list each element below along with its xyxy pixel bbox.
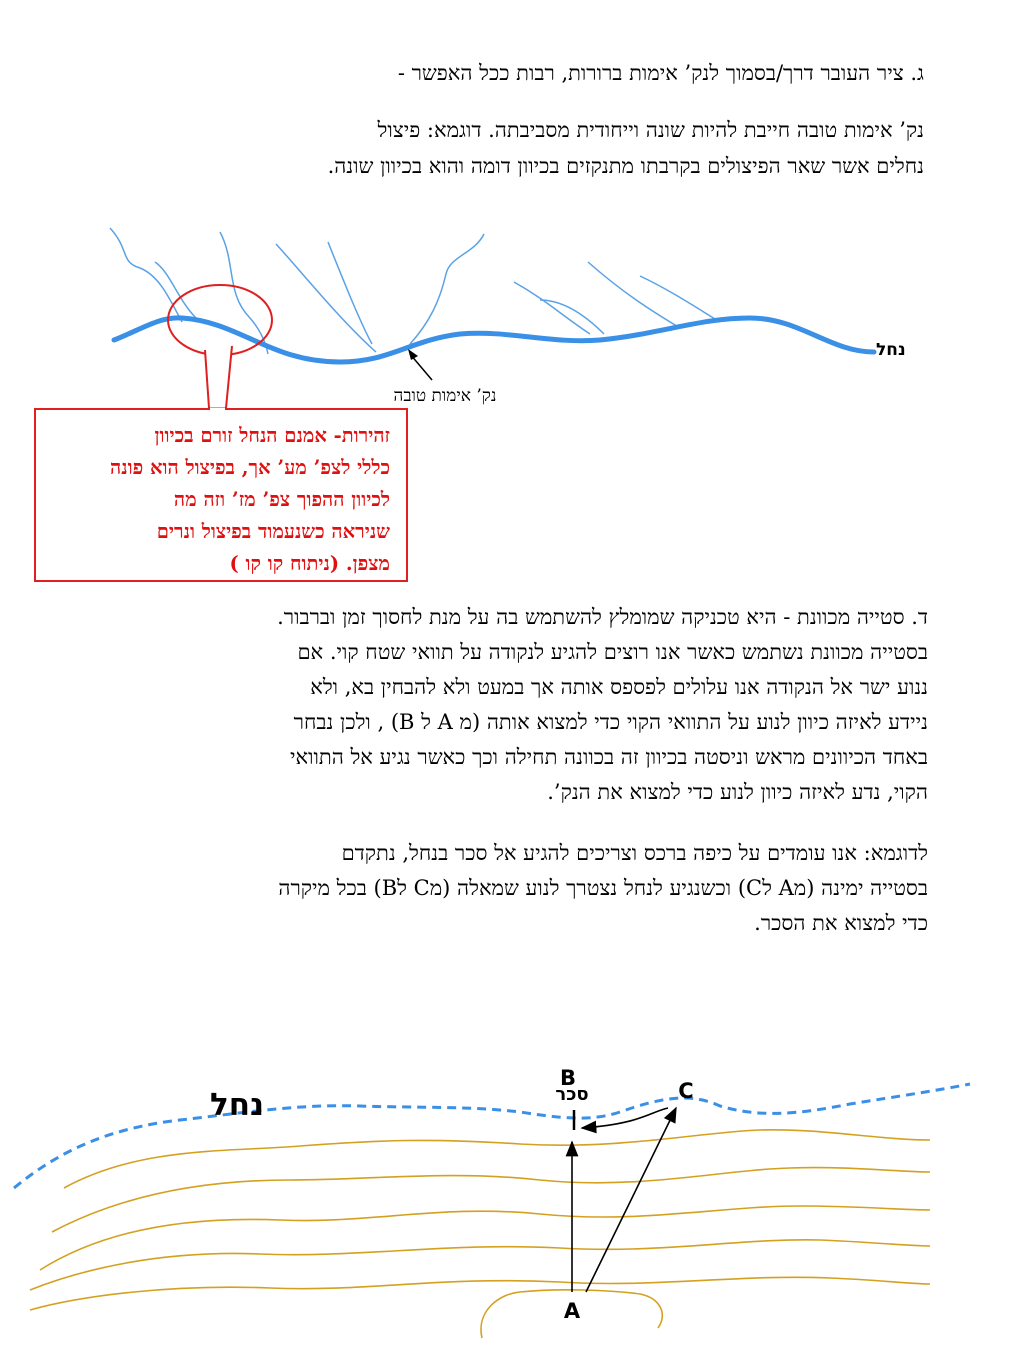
point-b-label: B — [559, 1066, 577, 1090]
point-a-label: A — [563, 1299, 581, 1323]
contour-line-4 — [30, 1240, 930, 1290]
callout-line-5: מצפן. (ניתוח קו קו ) — [229, 552, 390, 575]
contour-line-1 — [64, 1130, 930, 1188]
section-d-line-5: באחד הכיוונים מראש וניסטה בכיוון זה בכוונה תחילה וכך כאשר נגיע אל התוואי — [290, 745, 928, 769]
contour-lines — [30, 1130, 930, 1338]
contour-line-3 — [40, 1206, 930, 1270]
callout-line-1: זהירות- אמנם הנחל זורם בכיוון — [154, 424, 390, 447]
dashed-river — [14, 1084, 970, 1188]
return-path-arrow — [582, 1108, 668, 1128]
section-d-line-2: בסטייה מכוונת נשתמש כאשר אנו רוצים להגיע לנקודה על תוואי שטח קוי. אם — [297, 640, 928, 664]
river-label-1: נחל — [876, 340, 906, 360]
dam-label: סכר — [555, 1084, 589, 1105]
section-d-line-4: ניידע לאיזה כיוון לנוע על התוואי הקוי כדי למצוא אותה (מ A ל B) , ולכן נבחר — [293, 710, 928, 734]
section-d-line-6: הקוי, נדע לאיזה כיוון לנוע כדי למצוא את הנק’. — [547, 780, 928, 804]
section-g-line-2: נחלים אשר שאר הפיצולים בקרבתו מתנקזים בכיוון דומה והוא בכיוון שונה. — [327, 154, 924, 178]
section-g-title: ג. ציר העובר דרך/בסמוך לנק’ אימות ברורות, רבות ככל האפשר - — [397, 61, 924, 85]
callout-line-2: כללי לצפ’ מע’ אך, בפיצול הוא פונה — [110, 456, 390, 479]
callout-line-3: לכיוון ההפוך צפ’ מז’ וזה מה — [173, 488, 390, 511]
section-d-line-3: ננוע ישר אל הנקודה אנו עלולים לפספס אותה אך במעט ולא להבחין בא, ולא — [310, 675, 928, 699]
point-c-label: C — [678, 1079, 694, 1103]
example-line-2: בסטייה ימינה (מA לC) וכשנגיע לנחל נצטרך לנוע שמאלה (מC לB) בכל מיקרה — [278, 876, 928, 900]
example-line-1: לדוגמא: אנו עומדים על כיפה ברכס וצריכים להגיע אל סכר בנחל, נתקדם — [341, 841, 928, 865]
good-verification-point-label: נק’ אימות טובה — [393, 386, 497, 406]
river-label-2: נחל — [210, 1087, 265, 1123]
example-line-3: כדי למצוא את הסכר. — [754, 911, 928, 935]
contour-line-5 — [30, 1277, 930, 1310]
section-g-line-1: נק’ אימות טובה חייבת להיות שונה וייחודית מסביבתה. דוגמא: פיצול — [377, 118, 924, 142]
offset-path-arrow — [586, 1108, 676, 1292]
callout-line-4: שניראה כשנעמוד בפיצול ונרים — [156, 520, 390, 543]
section-d-line-1: ד. סטייה מכוונת - היא טכניקה שמומלץ להשתמש בה על מנת לחסוך זמן וברבור. — [277, 605, 928, 629]
